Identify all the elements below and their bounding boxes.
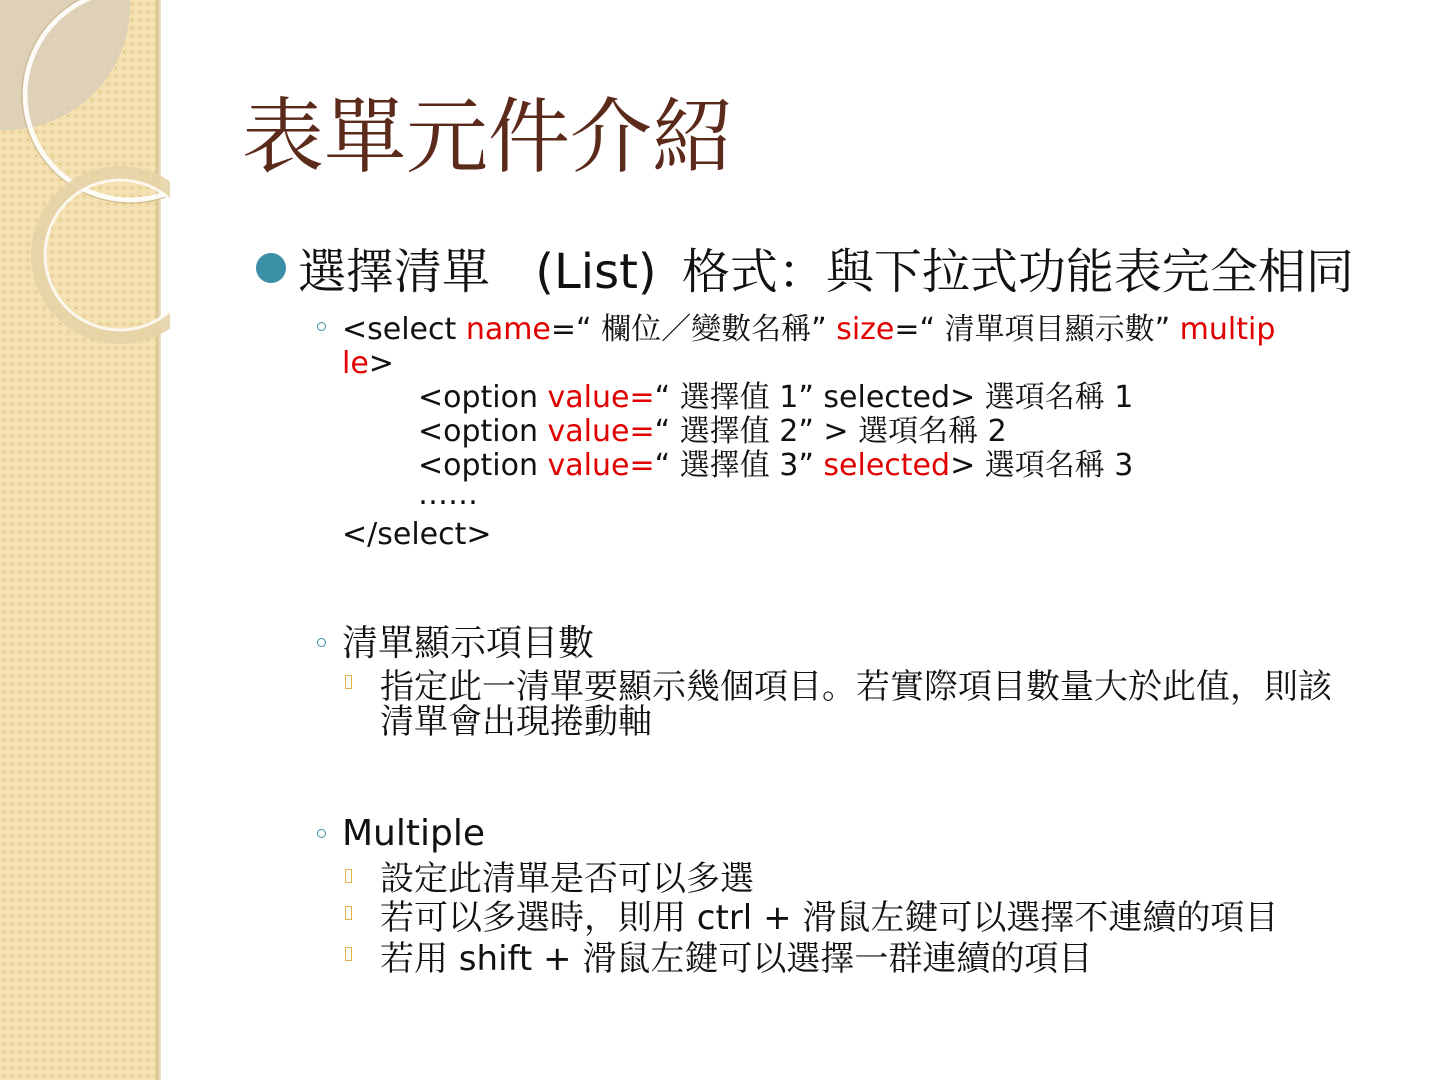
option-ellipsis: …… [418,477,478,512]
code-text: > 選項名稱 3 [950,448,1134,483]
option-line-2 [418,415,1007,449]
square-bullet-icon [345,675,352,689]
code-keyword: name [465,312,551,347]
multiple-item: 若用 shift + 滑鼠左鍵可以選擇一群連續的項目 [380,939,1093,979]
code-keyword: value= [547,414,655,449]
square-bullet-icon [345,947,352,961]
main-bullet-rest: 格式：與下拉式功能表完全相同 [681,244,1354,300]
code-text: > [368,346,394,381]
code-text: “ 選擇值 3” [654,448,824,483]
main-bullet-list: (List) [535,244,657,300]
code-text: <select [342,312,466,347]
code-keyword: selected [823,448,951,483]
code-keyword: value= [547,380,655,415]
select-code-line [342,313,1275,347]
code-text: <option [418,414,548,449]
code-text: <option [418,380,548,415]
square-bullet-icon [345,869,352,883]
multiple-item: 若可以多選時，則用 ctrl + 滑鼠左鍵可以選擇不連續的項目 [380,898,1279,938]
hollow-circle-bullet-icon [317,638,326,647]
size-heading: 清單顯示項目數 [342,623,595,664]
code-text: <option [418,448,548,483]
code-keyword: multip [1179,312,1276,347]
code-text: “ 選擇值 1” selected> 選項名稱 1 [654,380,1134,415]
code-text: =“ 清單項目顯示數” [894,312,1180,347]
slide-title: 表單元件介紹 [242,90,735,185]
hollow-circle-bullet-icon [317,322,326,331]
code-keyword: value= [547,448,655,483]
main-bullet-prefix: 選擇清單 [298,244,491,300]
code-text: =“ 欄位／變數名稱” [550,312,837,347]
square-bullet-icon [345,906,352,920]
select-close-tag: </select> [342,517,492,552]
multiple-item: 設定此清單是否可以多選 [380,859,754,899]
size-detail-line1: 指定此一清單要顯示幾個項目。若實際項目數量大於此值，則該 [380,667,1332,707]
multiple-heading: Multiple [342,813,485,854]
decorative-rings-icon [0,0,170,360]
code-keyword: size [836,312,895,347]
hollow-circle-bullet-icon [317,829,326,838]
option-line-1 [418,381,1133,415]
option-line-3 [418,449,1133,483]
filled-circle-bullet-icon [256,253,286,283]
select-code-line-wrap [342,347,394,381]
main-bullet [298,240,1354,304]
code-keyword: le [342,346,369,381]
size-detail-line2: 清單會出現捲動軸 [380,702,652,742]
code-text: “ 選擇值 2” > 選項名稱 2 [654,414,1007,449]
